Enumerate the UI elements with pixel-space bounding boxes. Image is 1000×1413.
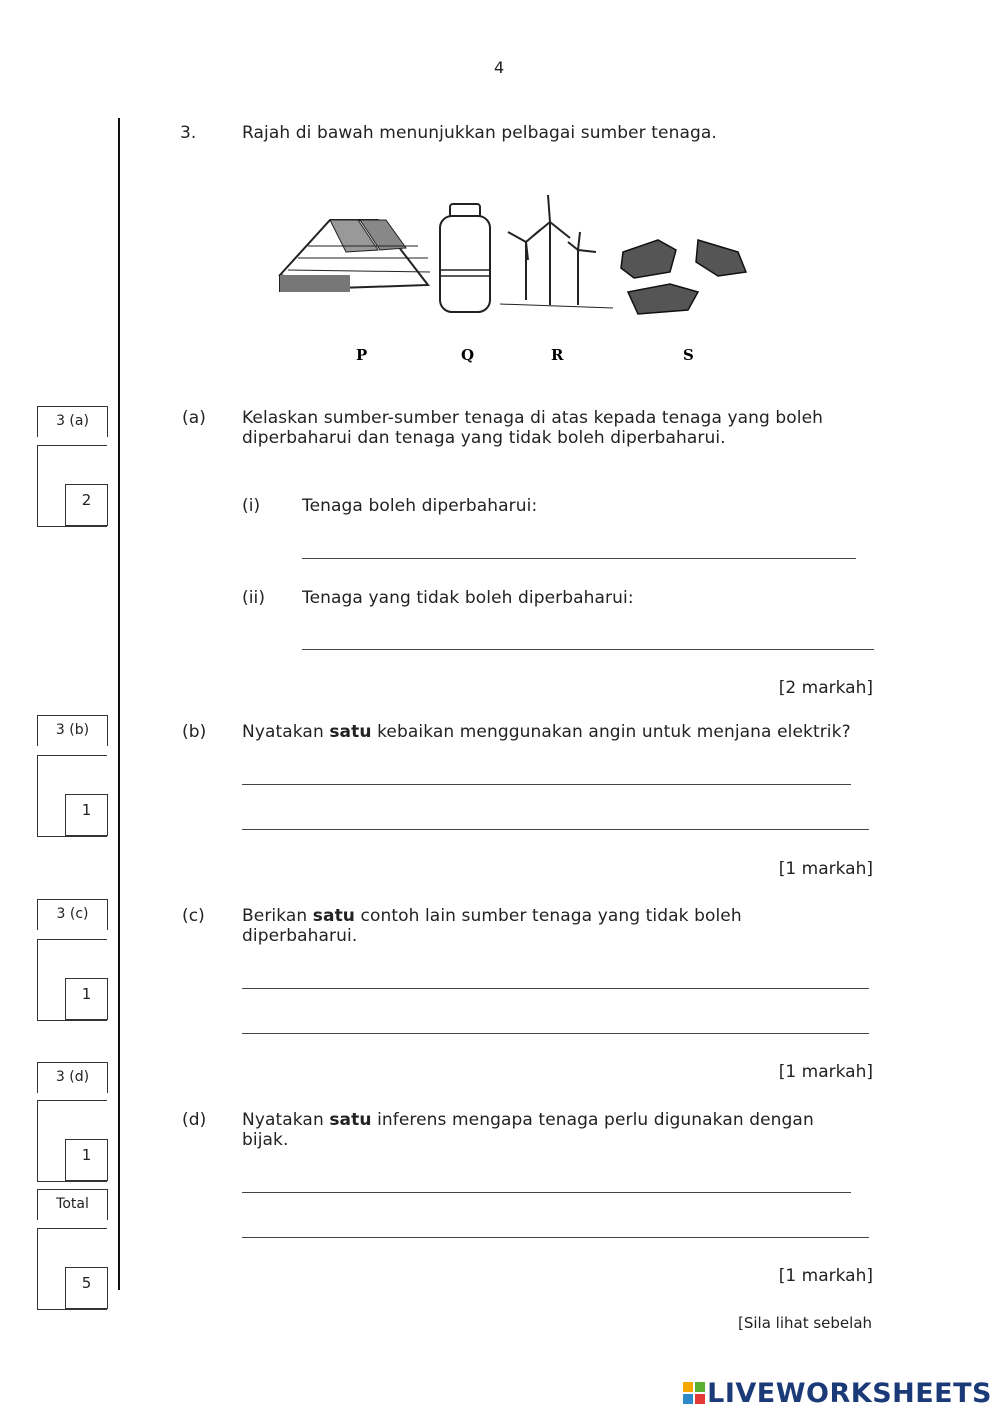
part-a-i-label: (i) [242,496,261,516]
figure-label-p: P [356,346,368,364]
part-a-text: Kelaskan sumber-sumber tenaga di atas kepada tenaga yang boleh diperbaharui dan tenaga yang tidak boleh diperbaharui. [242,408,824,448]
part-a-i-text: Tenaga boleh diperbaharui: [302,496,538,516]
answer-line-d-2[interactable] [242,1237,869,1238]
part-d-text: Nyatakan satu inferens mengapa tenaga perlu digunakan dengan bijak. [242,1110,814,1150]
answer-line-b-1[interactable] [242,784,851,785]
part-c-marks: [1 markah] [778,1062,873,1082]
figure-label-r: R [551,346,564,364]
solar-roof-icon [280,220,430,292]
mark-box-score[interactable]: 5 [65,1267,108,1309]
footer-note: [Sila lihat sebelah [738,1314,873,1332]
part-b-text: Nyatakan satu kebaikan menggunakan angin untuk menjana elektrik? [242,722,851,742]
brand-logo [683,1378,992,1409]
part-a-marks: [2 markah] [778,678,873,698]
coal-icon [621,240,746,314]
answer-line-a-ii[interactable] [302,649,874,650]
part-b-marks: [1 markah] [778,859,873,879]
mark-box-score[interactable]: 1 [65,978,108,1020]
mark-box-label: 3 (c) [37,899,108,930]
part-a-ii-text: Tenaga yang tidak boleh diperbaharui: [302,588,634,608]
part-a-label: (a) [182,408,206,428]
mark-box-label: 3 (b) [37,715,108,746]
mark-box-score[interactable]: 1 [65,1139,108,1181]
figure-label-q: Q [461,346,475,364]
part-b-label: (b) [182,722,207,742]
brand-name: LIVEWORKSHEETS [707,1378,992,1409]
answer-line-b-2[interactable] [242,829,869,830]
answer-line-a-i[interactable] [302,558,856,559]
part-d-label: (d) [182,1110,207,1130]
gas-cylinder-icon [440,204,490,312]
part-c-label: (c) [182,906,205,926]
liveworksheets-logo-icon [683,1382,705,1404]
mark-box-label: 3 (a) [37,406,108,437]
question-intro: Rajah di bawah menunjukkan pelbagai sumber tenaga. [242,123,717,143]
part-a-ii-label: (ii) [242,588,266,608]
answer-line-c-2[interactable] [242,1033,869,1034]
mark-box-label: 3 (d) [37,1062,108,1093]
margin-divider [118,118,120,1290]
mark-box-label: Total [37,1189,108,1220]
wind-turbines-icon [500,195,613,308]
answer-line-c-1[interactable] [242,988,869,989]
part-c-text: Berikan satu contoh lain sumber tenaga yang tidak boleh diperbaharui. [242,906,742,946]
energy-sources-figure [278,180,758,375]
part-d-marks: [1 markah] [778,1266,873,1286]
figure-label-s: S [683,346,694,364]
mark-box-score[interactable]: 1 [65,794,108,836]
page-number: 4 [494,58,505,77]
question-number: 3. [180,123,197,143]
mark-box-score[interactable]: 2 [65,484,108,526]
answer-line-d-1[interactable] [242,1192,851,1193]
